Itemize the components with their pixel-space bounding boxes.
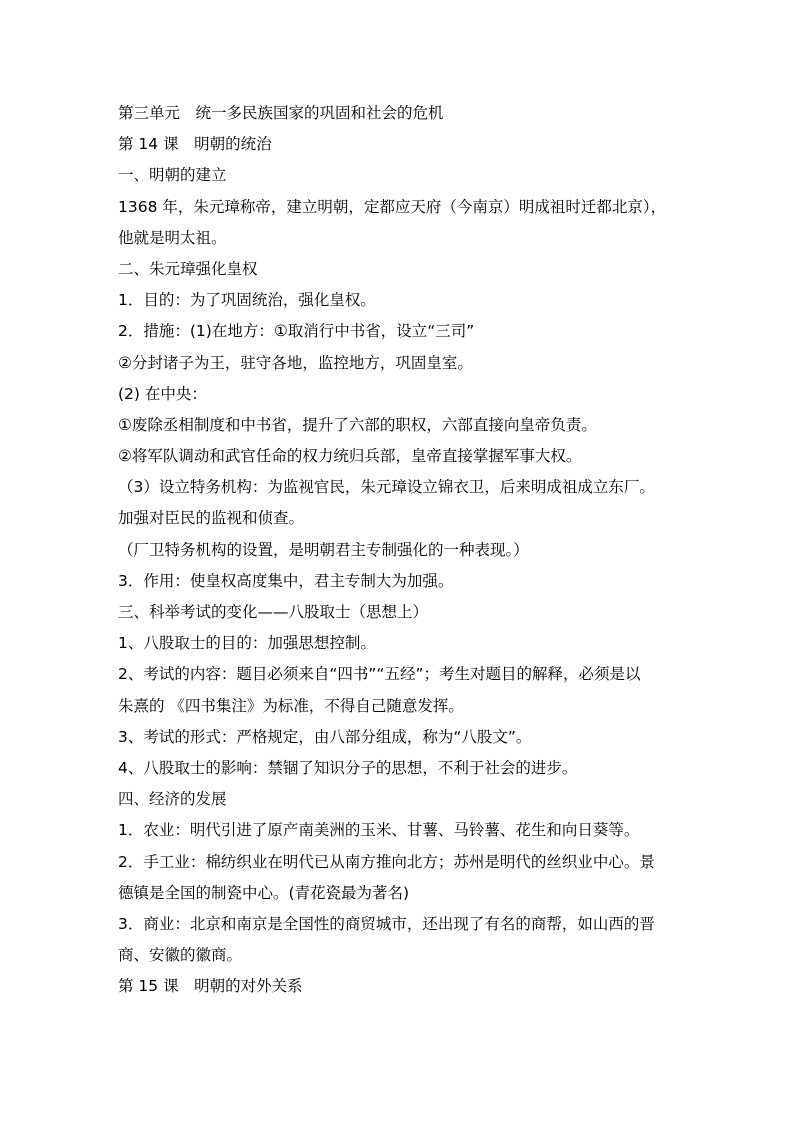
paragraph-line: 德镇是全国的制瓷中心。(青花瓷最为著名) [118,883,410,902]
paragraph-line: 他就是明太祖。 [118,228,227,247]
paragraph-line: 商、安徽的徽商。 [118,946,243,965]
list-item: ②分封诸子为王，驻守各地，监控地方，巩固皇室。 [118,353,473,372]
lesson-15-title: 第 15 课 明朝的对外关系 [118,977,303,996]
list-item: 2、考试的内容：题目必须来自“四书”“五经”；考生对题目的解释，必须是以 [118,665,641,684]
paragraph-line: 加强对臣民的监视和侦查。 [118,509,305,528]
paragraph-line: 1368 年，朱元璋称帝，建立明朝，定都应天府（今南京）明成祖时迁都北京）， [118,197,667,216]
list-item: 1．目的：为了巩固统治，强化皇权。 [118,291,376,310]
list-item: 3．作用：使皇权高度集中，君主专制大为加强。 [118,571,454,590]
section-heading-1: 一、明朝的建立 [118,166,227,185]
list-item: 2．手工业：棉纺织业在明代已从南方推向北方；苏州是明代的丝织业中心。景 [118,852,655,871]
section-heading-2: 二、朱元璋强化皇权 [118,259,258,278]
list-item: ①废除丞相制度和中书省，提升了六部的职权，六部直接向皇帝负责。 [118,415,597,434]
list-item: 4、八股取士的影响：禁锢了知识分子的思想，不利于社会的进步。 [118,758,578,777]
list-item: 3、考试的形式：严格规定，由八部分组成，称为“八股文”。 [118,727,532,746]
list-item: 1．农业：明代引进了原产南美洲的玉米、甘薯、马铃薯、花生和向日葵等。 [118,821,640,840]
section-heading-4: 四、经济的发展 [118,790,227,809]
list-item: 2．措施：(1)在地方：①取消行中书省，设立“三司” [118,322,475,341]
document-body [118,98,688,1002]
unit-title: 第三单元 统一多民族国家的巩固和社会的危机 [118,104,444,122]
paragraph-line: （厂卫特务机构的设置，是明朝君主专制强化的一种表现。） [118,540,529,559]
lesson-14-title: 第 14 课 明朝的统治 [118,135,272,154]
list-item: （3）设立特务机构：为监视官民，朱元璋设立锦衣卫，后来明成祖成立东厂。 [118,478,655,497]
paragraph-line: 朱熹的 《四书集注》为标准，不得自己随意发挥。 [118,696,464,715]
list-item: 1、八股取士的目的：加强思想控制。 [118,634,376,653]
list-item: 3．商业：北京和南京是全国性的商贸城市，还出现了有名的商帮，如山西的晋 [118,914,655,933]
list-item: ②将军队调动和武官任命的权力统归兵部，皇帝直接掌握军事大权。 [118,447,582,466]
list-item: (2) 在中央： [118,384,207,403]
section-heading-3: 三、科举考试的变化——八股取士（思想上） [118,603,429,621]
